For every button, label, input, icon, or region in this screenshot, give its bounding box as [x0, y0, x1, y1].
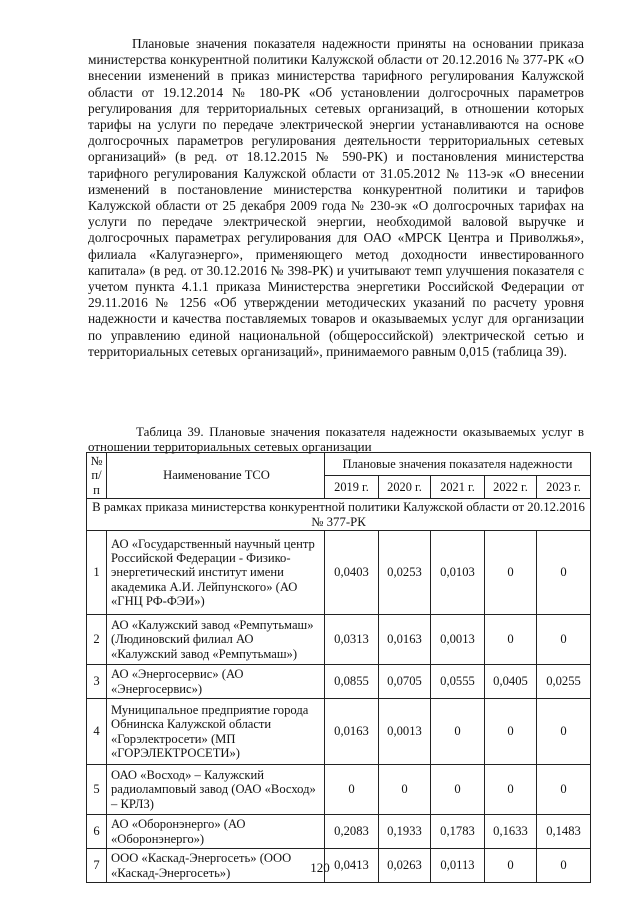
table-row — [87, 665, 591, 699]
row-value: 0,1633 — [485, 815, 537, 849]
table-header-row — [87, 453, 591, 476]
row-value: 0 — [485, 531, 537, 615]
row-value: 0,1933 — [379, 815, 431, 849]
row-value: 0 — [537, 531, 591, 615]
row-value: 0,0255 — [537, 665, 591, 699]
row-value: 0,0855 — [325, 665, 379, 699]
row-value: 0,0705 — [379, 665, 431, 699]
body-paragraph: Плановые значения показателя надежности приняты на основании приказа министерства конкурентной политики Калужской области от 20.12.2016 № 377-РК «О внесении изменений в приказ министерства тарифного регулирования Калужской области от 19.12.2014 № 180-РК «Об установлении долгосрочных параметров регулирования для территориальных сетевых организаций, в отношении которых тарифы на услуги по передаче электрической энергии устанавливаются на основе долгосрочных параметров регулирования деятельности территориальных сетевых организаций» (в ред. от 18.12.2015 № 590-РК) и постановления министерства тарифного регулирования Калужской области от 31.05.2012 № 113-эк «О внесении изменений в постановление министерства конкурентной политики и тарифов Калужской области от 25 декабря 2009 года № 230-эк «О долгосрочных тарифах на услуги по передаче электрической энергии, необходимой валовой выручке и долгосрочных параметрах регулирования для ОАО «МРСК Центра и Приволжья», филиала «Калугаэнерго», применяющего метод доходности инвестированного капитала» (в ред. от 30.12.2016 № 398-РК) и учитывают темп улучшения показателя с учетом пункта 4.1.1 приказа Министерства энергетики Российской Федерации от 29.11.2016 № 1256 «Об утверждении методических указаний по расчету уровня надежности и качества поставляемых товаров и оказываемых услуг для организации по управлению единой национальной (общероссийской) электрической сетью и территориальных сетевых организаций», принимаемого равным 0,015 (таблица 39). — [88, 36, 584, 359]
section-title: В рамках приказа министерства конкурентной политики Калужской области от 20.12.2016 № 377-РК — [87, 499, 591, 531]
row-value: 0,0413 — [325, 849, 379, 883]
header-name: Наименование ТСО — [107, 453, 325, 499]
row-value: 0 — [431, 765, 485, 815]
row-value: 0 — [485, 765, 537, 815]
table-row — [87, 765, 591, 815]
row-name: АО «Калужский завод «Ремпутьмаш» (Людиновский филиал АО «Калужский завод «Ремпутьмаш») — [107, 615, 325, 665]
reliability-table — [86, 452, 591, 883]
row-name: АО «Оборонэнерго» (АО «Оборонэнерго») — [107, 815, 325, 849]
row-no: 6 — [87, 815, 107, 849]
page-number: 120 — [310, 860, 330, 875]
row-value: 0 — [537, 849, 591, 883]
row-value: 0,0263 — [379, 849, 431, 883]
row-value: 0 — [431, 699, 485, 765]
row-value: 0,2083 — [325, 815, 379, 849]
table-row — [87, 531, 591, 615]
row-value: 0,0013 — [431, 615, 485, 665]
row-value: 0,0253 — [379, 531, 431, 615]
row-value: 0,0113 — [431, 849, 485, 883]
row-value: 0 — [485, 699, 537, 765]
header-year: 2023 г. — [537, 476, 591, 499]
row-value: 0 — [325, 765, 379, 815]
header-no: № п/п — [87, 453, 107, 499]
row-value: 0,0403 — [325, 531, 379, 615]
table-row — [87, 699, 591, 765]
row-value: 0,0555 — [431, 665, 485, 699]
row-name: АО «Энергосервис» (АО «Энергосервис») — [107, 665, 325, 699]
header-year: 2020 г. — [379, 476, 431, 499]
row-value: 0 — [537, 615, 591, 665]
row-value: 0,1783 — [431, 815, 485, 849]
row-no: 3 — [87, 665, 107, 699]
section-row — [87, 499, 591, 531]
row-value: 0,0313 — [325, 615, 379, 665]
row-value: 0,0103 — [431, 531, 485, 615]
row-value: 0 — [537, 765, 591, 815]
row-value: 0,0163 — [379, 615, 431, 665]
row-value: 0 — [379, 765, 431, 815]
row-no: 1 — [87, 531, 107, 615]
row-value: 0,0013 — [379, 699, 431, 765]
row-name: ООО «Каскад-Энергосеть» (ООО «Каскад-Энергосеть») — [107, 849, 325, 883]
header-year: 2019 г. — [325, 476, 379, 499]
table-caption: Таблица 39. Плановые значения показателя надежности оказываемых услуг в отношении территориальных сетевых организации — [88, 424, 584, 454]
table-row — [87, 815, 591, 849]
row-no: 5 — [87, 765, 107, 815]
row-name: Муниципальное предприятие города Обнинска Калужской области «Горэлектросети» (МП «ГОРЭЛЕКТРОСЕТИ») — [107, 699, 325, 765]
row-name: ОАО «Восход» – Калужский радиоламповый завод (ОАО «Восход» – КРЛЗ) — [107, 765, 325, 815]
row-value: 0,1483 — [537, 815, 591, 849]
row-no: 4 — [87, 699, 107, 765]
row-value: 0 — [485, 849, 537, 883]
row-no: 7 — [87, 849, 107, 883]
row-no: 2 — [87, 615, 107, 665]
row-value: 0,0405 — [485, 665, 537, 699]
header-year: 2021 г. — [431, 476, 485, 499]
table-row — [87, 615, 591, 665]
row-value: 0 — [485, 615, 537, 665]
row-value: 0,0163 — [325, 699, 379, 765]
row-name: АО «Государственный научный центр Российской Федерации - Физико-энергетический институт имени академика А.И. Лейпунского» (АО «ГНЦ РФ-ФЭИ») — [107, 531, 325, 615]
header-year: 2022 г. — [485, 476, 537, 499]
header-group: Плановые значения показателя надежности — [325, 453, 591, 476]
row-value: 0 — [537, 699, 591, 765]
